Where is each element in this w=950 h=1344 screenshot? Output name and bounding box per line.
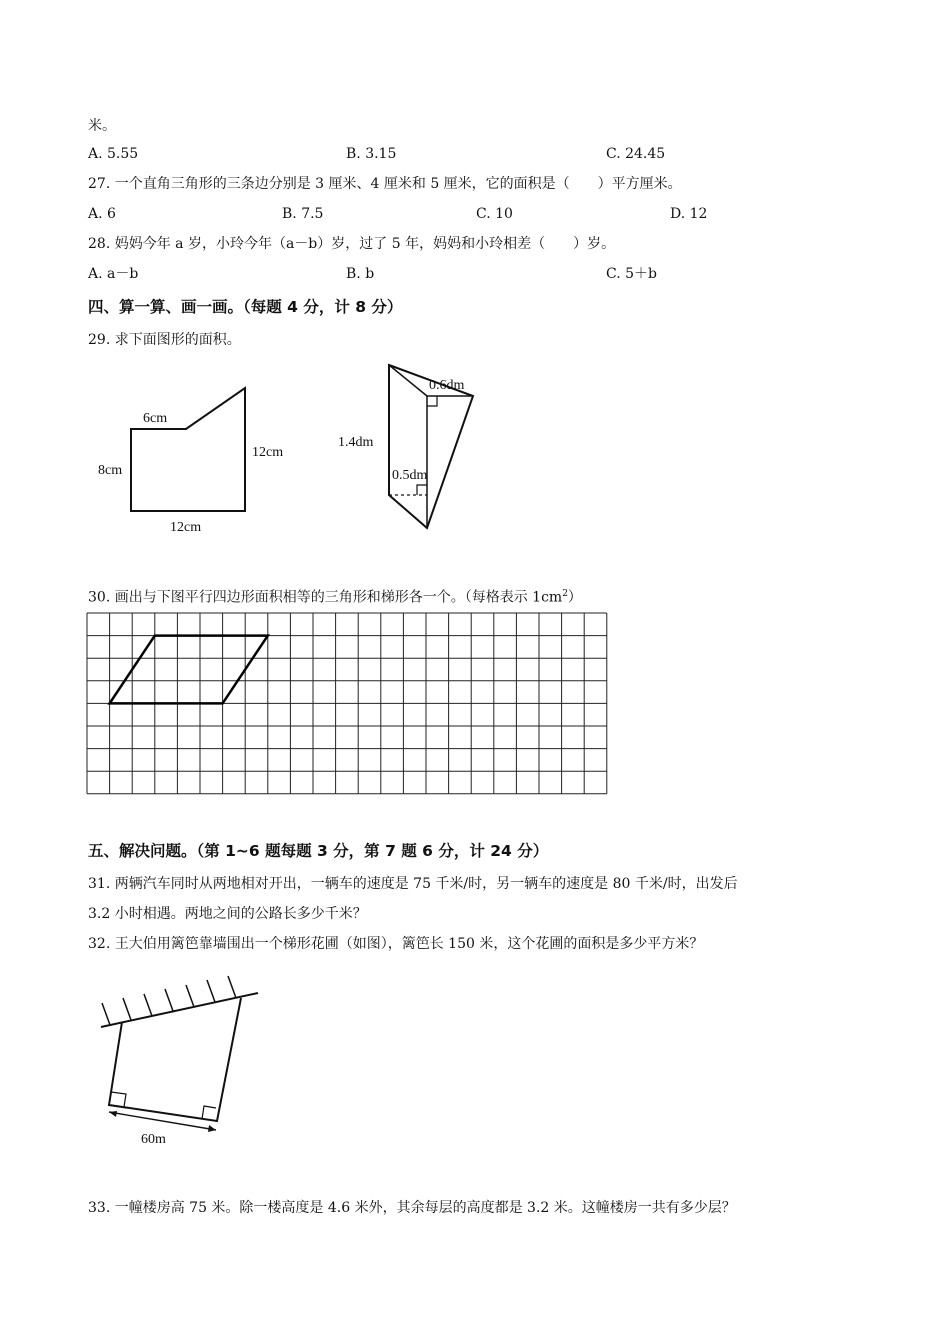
q27-question: 27. 一个直角三角形的三条边分别是 3 厘米、4 厘米和 5 厘米，它的面积是（ ）平方厘米。 [88,176,682,192]
q27-option-b: B. 7.5 [282,206,324,222]
q30-close: ） [567,589,582,606]
q31-line2: 3.2 小时相遇。两地之间的公路长多少千米？ [88,906,367,922]
q29-question: 29. 求下面图形的面积。 [88,332,241,348]
fig1-top-label: 6cm [143,411,168,426]
fig1-right-label: 12cm [252,445,284,460]
section4-title: 四、算一算、画一画。（每题 4 分，计 8 分） [88,298,403,316]
section5-title: 五、解决问题。（第 1~6 题每题 3 分，第 7 题 6 分，计 24 分） [88,842,549,860]
q32-question: 32. 王大伯用篱笆靠墙围出一个梯形花圃（如图），篱笆长 150 米，这个花圃的面积是多少平方米？ [88,936,704,952]
fig1-left-label: 8cm [98,463,123,478]
q26-option-b: B. 3.15 [346,146,397,162]
q27-option-a: A. 6 [88,206,116,222]
q30-grid [87,613,611,800]
fig2-mid-label: 0.5dm [392,468,428,483]
q29-figure-quadrilateral [330,360,500,535]
fig2-left-label: 1.4dm [338,435,374,450]
q27-option-d: D. 12 [670,206,708,222]
q28-option-c: C. 5＋b [606,266,657,282]
q26-option-c: C. 24.45 [606,146,666,162]
q26-tail: 米。 [88,118,116,134]
fig1-bottom-label: 12cm [170,520,202,535]
q32-base-label: 60m [141,1132,166,1147]
parallelogram-shape [110,636,268,704]
q33-question: 33. 一幢楼房高 75 米。除一楼高度是 4.6 米外，其余每层的高度都是 3.2 米。这幢楼房一共有多少层？ [88,1200,736,1216]
fig2-top-label: 0.6dm [429,378,465,393]
q28-option-b: B. b [346,266,375,282]
q29-figure-pentagon [90,380,310,540]
q30-superscript: 2 [562,589,568,599]
q30-question [88,584,582,608]
q30-text: 30. 画出与下图平行四边形面积相等的三角形和梯形各一个。（每格表示 1cm [88,589,563,606]
q28-option-a: A. a－b [88,266,139,282]
q28-question: 28. 妈妈今年 a 岁，小玲今年（a－b）岁，过了 5 年，妈妈和小玲相差（ ）岁。 [88,236,616,252]
q32-figure-trapezoid [95,975,270,1155]
q27-option-c: C. 10 [476,206,513,222]
q26-option-a: A. 5.55 [88,146,139,162]
q31-line1: 31. 两辆汽车同时从两地相对开出，一辆车的速度是 75 千米/时，另一辆车的速度是 80 千米/时，出发后 [88,876,738,892]
